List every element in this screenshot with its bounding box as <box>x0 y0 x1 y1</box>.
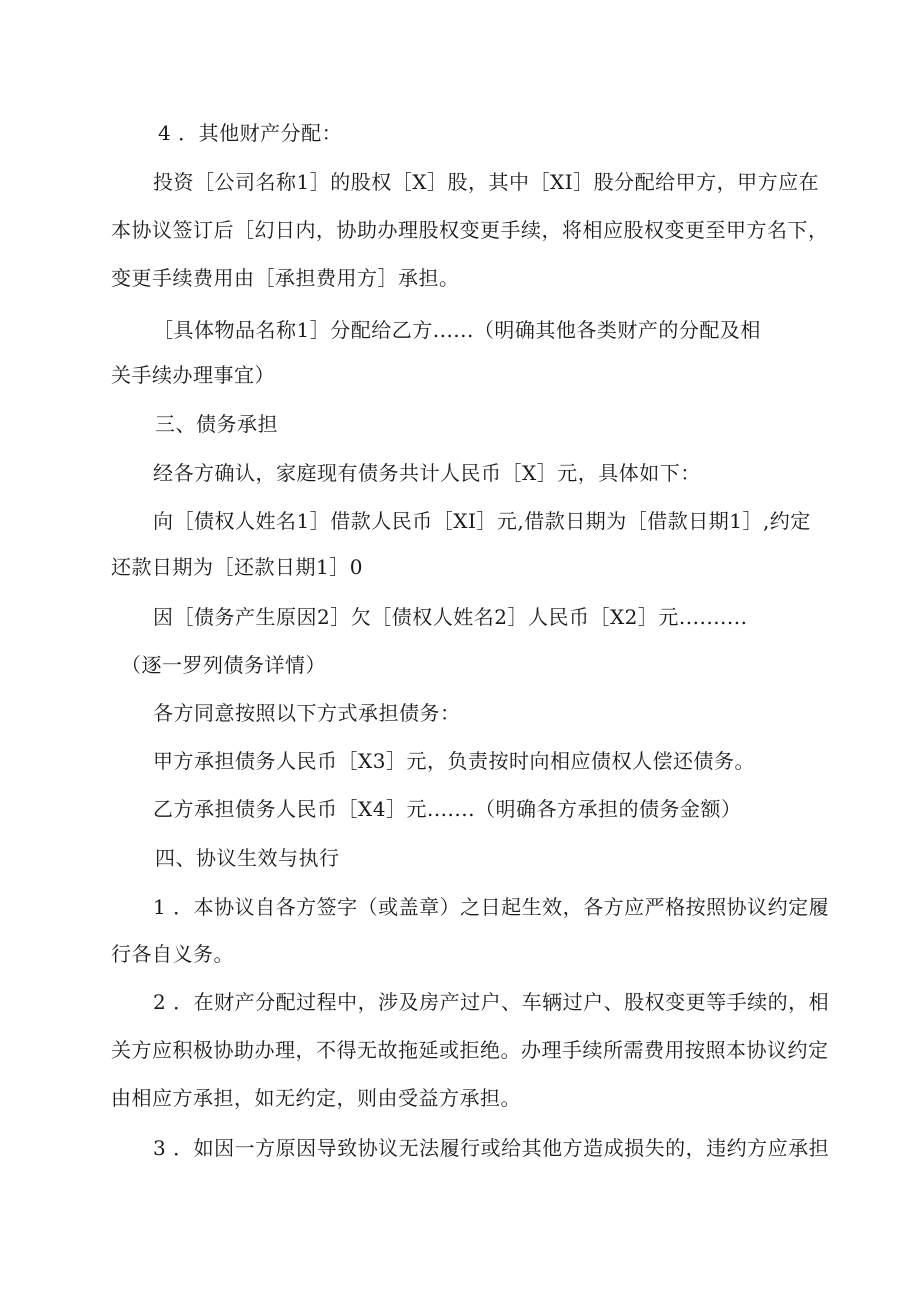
paragraph-line: 乙方承担债务人民币［X4］元.......（明确各方承担的债务金额） <box>153 797 742 821</box>
section-three-heading: 三、债务承担 <box>155 412 278 436</box>
paragraph-line: 1 ．本协议自各方签字（或盖章）之日起生效，各方应严格按照协议约定履 <box>153 895 830 919</box>
paragraph-line: 由相应方承担，如无约定，则由受益方承担。 <box>111 1086 521 1110</box>
paragraph-line: 本协议签订后［幻日内，协助办理股权变更手续，将相应股权变更至甲方名下， <box>111 218 829 242</box>
paragraph-line: 2 ．在财产分配过程中，涉及房产过户、车辆过户、股权变更等手续的，相 <box>153 990 830 1014</box>
item-4-heading: 4 ．其他财产分配： <box>158 121 343 145</box>
paragraph-line: 因［债务产生原因2］欠［债权人姓名2］人民币［X2］元.......... <box>153 605 748 629</box>
paragraph-line: （逐一罗列债务详情） <box>121 653 326 677</box>
section-four-heading: 四、协议生效与执行 <box>155 846 340 870</box>
paragraph-line: 3 ．如因一方原因导致协议无法履行或给其他方造成损失的，违约方应承担 <box>153 1136 830 1160</box>
paragraph-line: 变更手续费用由［承担费用方］承担。 <box>111 266 460 290</box>
paragraph-line: 关方应积极协助办理，不得无故拖延或拒绝。办理手续所需费用按照本协议约定 <box>111 1038 829 1062</box>
paragraph-line: 甲方承担债务人民币［X3］元，负责按时向相应债权人偿还债务。 <box>153 749 755 773</box>
paragraph-line: 行各自义务。 <box>111 942 234 966</box>
paragraph-line: 经各方确认，家庭现有债务共计人民币［X］元，具体如下： <box>153 461 701 485</box>
paragraph-line: 关手续办理事宜） <box>111 363 275 387</box>
paragraph-line: ［具体物品名称1］分配给乙方......（明确其他各类财产的分配及相 <box>153 318 761 342</box>
paragraph-line: 各方同意按照以下方式承担债务： <box>153 701 461 725</box>
paragraph-line: 投资［公司名称1］的股权［X］股，其中［XI］股分配给甲方，甲方应在 <box>153 170 820 194</box>
paragraph-line: 向［债权人姓名1］借款人民币［XI］元,借款日期为［借款日期1］,约定 <box>153 509 811 533</box>
paragraph-line: 还款日期为［还款日期1］0 <box>111 555 363 579</box>
